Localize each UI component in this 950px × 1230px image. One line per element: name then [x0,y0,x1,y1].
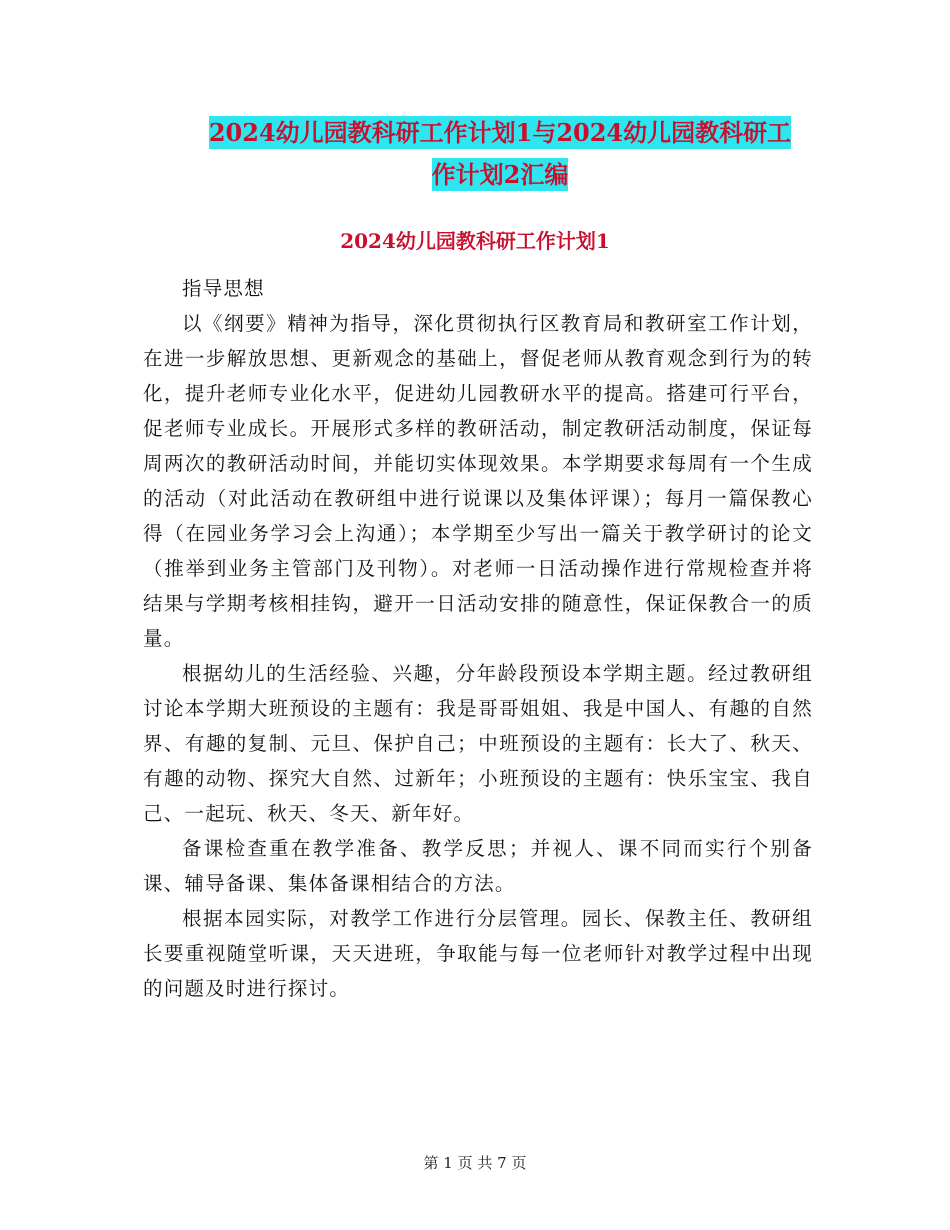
paragraph: 根据本园实际，对教学工作进行分层管理。园长、保教主任、教研组长要重视随堂听课，天天进班，争取能与每一位老师针对教学过程中出现的问题及时进行探讨。 [143,907,813,1000]
document-title-line-1: 2024幼儿园教科研工作计划1与2024幼儿园教科研工 [208,118,792,147]
document-body [143,271,813,1006]
paragraph-heading-guiding-thought: 指导思想 [182,277,265,300]
document-title [140,112,860,196]
document-title-line-2: 作计划2汇编 [431,160,569,189]
paragraph: 备课检查重在教学准备、教学反思；并视人、课不同而实行个别备课、辅导备课、集体备课相结合的方法。 [143,837,813,895]
paragraph: 根据幼儿的生活经验、兴趣，分年龄段预设本学期主题。经过教研组讨论本学期大班预设的主题有：我是哥哥姐姐、我是中国人、有趣的自然界、有趣的复制、元旦、保护自己；中班预设的主题有：长大了、秋天、有趣的动物、探究大自然、过新年；小班预设的主题有：快乐宝宝、我自己、一起玩、秋天、冬天、新年好。 [143,662,813,825]
paragraph: 以《纲要》精神为指导，深化贯彻执行区教育局和教研室工作计划，在进一步解放思想、更新观念的基础上，督促老师从教育观念到行为的转化，提升老师专业化水平，促进幼儿园教研水平的提高。搭建可行平台，促老师专业成长。开展形式多样的教研活动，制定教研活动制度，保证每周两次的教研活动时间，并能切实体现效果。本学期要求每周有一个生成的活动（对此活动在教研组中进行说课以及集体评课）；每月一篇保教心得（在园业务学习会上沟通）；本学期至少写出一篇关于教学研讨的论文（推举到业务主管部门及刊物）。对老师一日活动操作进行常规检查并将结果与学期考核相挂钩，避开一日活动安排的随意性，保证保教合一的质量。 [143,312,813,650]
page-footer: 第 1 页 共 7 页 [423,1154,527,1172]
section-title: 2024幼儿园教科研工作计划1 [340,229,610,253]
